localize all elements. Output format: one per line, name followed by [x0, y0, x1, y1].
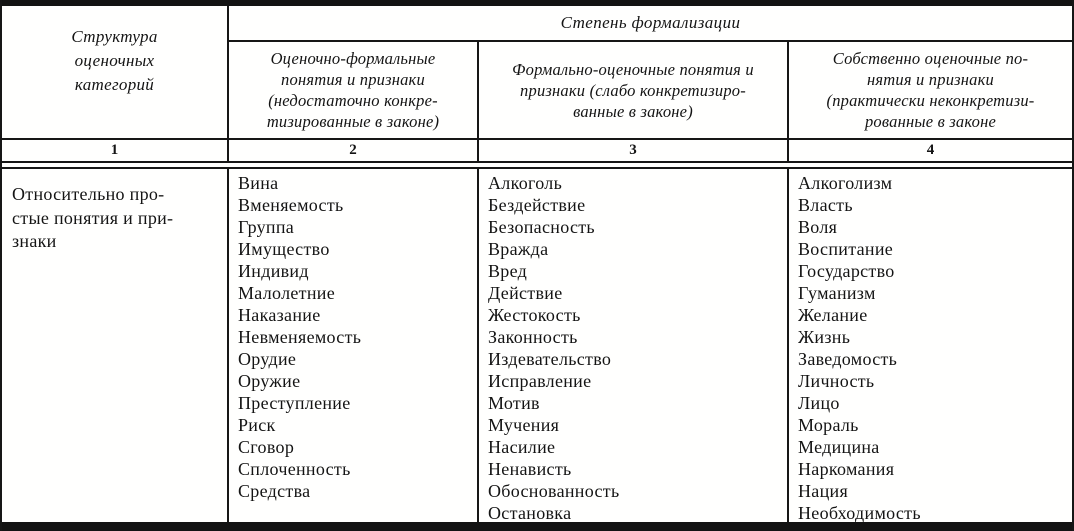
header-line: признаки (слабо конкретизиро-	[520, 80, 746, 100]
concept-item: Наказание	[238, 305, 321, 325]
concept-item: Вражда	[488, 239, 549, 259]
header-line: Собственно оценочные по-	[832, 49, 1029, 68]
concept-item: Мучения	[488, 415, 560, 435]
concept-item: Вменяемость	[238, 195, 344, 215]
concept-item: Алкоголизм	[798, 173, 893, 193]
concept-item: Мотив	[488, 393, 540, 413]
concept-item: Заведомость	[798, 349, 898, 369]
concept-item: Вред	[488, 261, 528, 281]
concept-item: Исправление	[488, 371, 592, 391]
column-number-4: 4	[787, 140, 1072, 161]
concept-item: Сплоченность	[238, 459, 351, 479]
header-line: Структура	[71, 27, 158, 46]
header-line: Оценочно-формальные	[270, 49, 436, 68]
header-right-section	[227, 6, 1072, 138]
header-cell-structure-of-categories	[2, 6, 227, 138]
concept-item: Малолетние	[238, 283, 335, 303]
concept-item: Издевательство	[488, 349, 612, 369]
concept-item: Индивид	[238, 261, 309, 281]
concept-item: Нация	[798, 481, 849, 501]
concept-item: Невменяемость	[238, 327, 362, 347]
concept-item: Жизнь	[798, 327, 851, 347]
concept-item: Необходимость	[798, 503, 921, 522]
concept-item: Медицина	[798, 437, 880, 457]
concept-item: Сговор	[238, 437, 295, 457]
concept-item: Бездействие	[488, 195, 586, 215]
body-cell-evaluative-formal-list	[227, 169, 477, 522]
header-line: Формально-оценочные понятия и	[512, 59, 754, 79]
concept-item: Безопасность	[488, 217, 595, 237]
concept-item: Средства	[238, 481, 311, 501]
concept-item: Власть	[798, 195, 853, 215]
concept-item: Действие	[488, 283, 563, 303]
concept-item: Личность	[798, 371, 875, 391]
header-line: (недостаточно конкре-	[268, 91, 438, 110]
table-bottom-border	[2, 522, 1072, 531]
subheader-cell-evaluative-formal	[229, 42, 477, 138]
header-line: тизированные в законе)	[266, 112, 440, 131]
column-number-2: 2	[227, 140, 477, 161]
concept-item: Орудие	[238, 349, 297, 369]
concept-item: Группа	[238, 217, 295, 237]
concept-item: Воля	[798, 217, 838, 237]
concept-item: Оружие	[238, 371, 301, 391]
table-header	[2, 6, 1072, 138]
column-numbers-row	[2, 138, 1072, 163]
concept-item: Остановка	[488, 503, 572, 522]
concept-item: Гуманизм	[798, 283, 876, 303]
concept-item: Законность	[488, 327, 578, 347]
body-line: знаки	[12, 231, 57, 251]
body-line: стые понятия и при-	[12, 207, 174, 228]
body-line: Относительно про-	[12, 184, 165, 204]
header-line: ванные в законе)	[573, 101, 693, 121]
concept-item: Риск	[238, 415, 276, 435]
concept-item: Преступление	[238, 393, 351, 413]
concept-item: Мораль	[798, 415, 859, 435]
header-line: рованные в законе	[864, 112, 997, 131]
concept-item: Лицо	[798, 393, 840, 413]
subheader-cell-formal-evaluative	[477, 42, 787, 138]
concept-item: Вина	[238, 173, 279, 193]
concept-item: Ненависть	[488, 459, 572, 479]
concept-item: Алкоголь	[488, 173, 563, 193]
concept-item: Имущество	[238, 239, 330, 259]
body-cell-category-type	[2, 169, 227, 522]
column-number-1: 1	[110, 142, 119, 158]
body-cell-formal-evaluative-list	[477, 169, 787, 522]
body-cell-purely-evaluative-list	[787, 169, 1072, 522]
concept-item: Желание	[798, 305, 868, 325]
subheader-row	[229, 42, 1072, 138]
header-cell-degree-of-formalization: Степень формализации	[229, 6, 1072, 42]
concept-item: Наркомания	[798, 459, 895, 479]
header-line: оценочных	[74, 51, 155, 70]
subheader-cell-purely-evaluative	[787, 42, 1072, 138]
concept-item: Воспитание	[798, 239, 894, 259]
column-number-3: 3	[477, 140, 787, 161]
header-line: категорий	[74, 75, 155, 94]
header-line: понятия и признаки	[281, 70, 425, 89]
concept-item: Жестокость	[488, 305, 581, 325]
header-line: (практически неконкретизи-	[826, 91, 1035, 110]
concept-item: Обоснованность	[488, 481, 620, 501]
header-line: нятия и признаки	[867, 70, 994, 89]
table-body-row	[2, 167, 1072, 522]
concept-item: Насилие	[488, 437, 556, 457]
concept-item: Государство	[798, 261, 895, 281]
